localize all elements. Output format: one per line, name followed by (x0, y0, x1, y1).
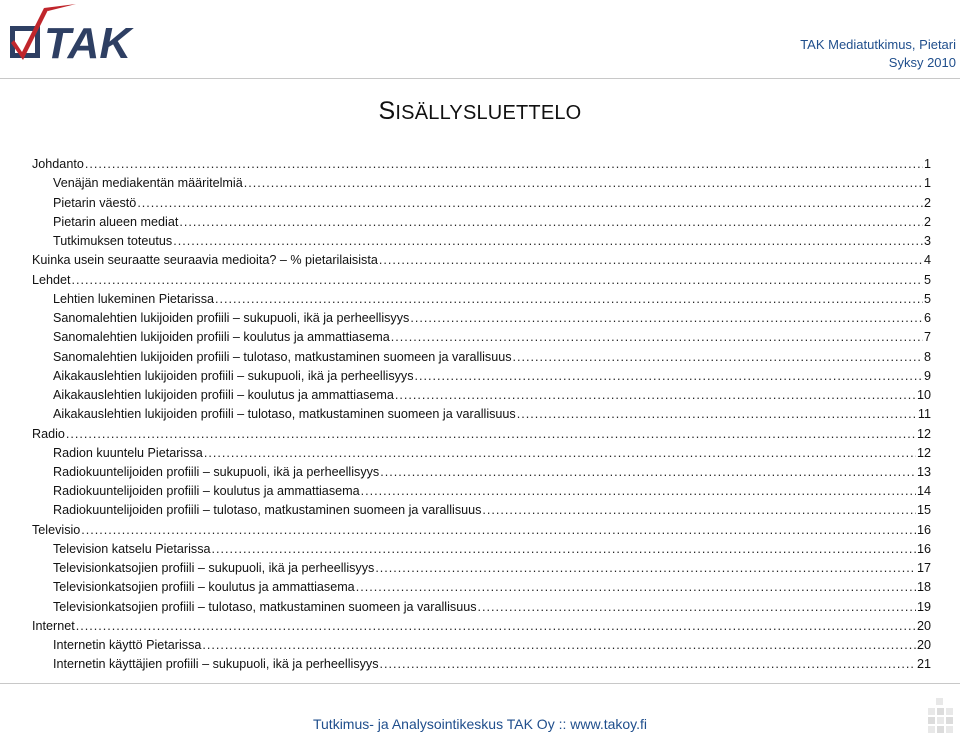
toc-entry[interactable] (32, 250, 931, 269)
toc-leader-dots (391, 329, 923, 346)
toc-leader-dots (379, 252, 923, 269)
toc-entry[interactable] (32, 519, 931, 538)
toc-leader-dots (85, 156, 923, 173)
toc-entry[interactable] (32, 173, 931, 192)
page-title (0, 97, 960, 126)
toc-leader-dots (375, 560, 916, 577)
toc-entry-label: Pietarin alueen mediat (53, 214, 179, 229)
toc-entry-page: 1 (923, 176, 931, 191)
toc-entry-page: 1 (923, 157, 931, 172)
toc-leader-dots (66, 426, 916, 443)
toc-entry[interactable] (32, 231, 931, 250)
toc-leader-dots (410, 310, 923, 327)
toc-leader-dots (356, 579, 916, 596)
toc-entry-page: 18 (916, 580, 931, 595)
toc-entry-label: Televisionkatsojien profiili – sukupuoli, ikä ja perheellisyys (53, 561, 375, 576)
toc-entry-label: Internet (32, 618, 75, 633)
toc-leader-dots (137, 195, 923, 212)
toc-entry[interactable] (32, 596, 931, 615)
toc-entry[interactable] (32, 500, 931, 519)
toc-entry-label: Pietarin väestö (53, 195, 137, 210)
toc-entry-page: 12 (916, 445, 931, 460)
header-company: TAK Mediatutkimus, Pietari (800, 37, 956, 52)
toc-entry-label: Lehtien lukeminen Pietarissa (53, 291, 215, 306)
toc-entry-page: 16 (916, 522, 931, 537)
toc-entry-label: Sanomalehtien lukijoiden profiili – tulotaso, matkustaminen suomeen ja varallisuus (53, 349, 512, 364)
toc-leader-dots (72, 272, 923, 289)
toc-entry[interactable] (32, 404, 931, 423)
toc-entry-page: 21 (916, 657, 931, 672)
toc-entry-page: 20 (916, 618, 931, 633)
toc-entry-page: 5 (923, 272, 931, 287)
toc-entry[interactable] (32, 289, 931, 308)
toc-entry-page: 2 (923, 195, 931, 210)
toc-entry[interactable] (32, 423, 931, 442)
toc-entry-label: Radiokuuntelijoiden profiili – tulotaso, matkustaminen suomeen ja varallisuus (53, 503, 482, 518)
toc-entry-page: 9 (923, 368, 931, 383)
toc-leader-dots (81, 522, 916, 539)
toc-entry-page: 6 (923, 311, 931, 326)
toc-leader-dots (244, 175, 923, 192)
toc-entry[interactable] (32, 462, 931, 481)
toc-entry-page: 17 (916, 561, 931, 576)
toc-entry-label: Televisionkatsojien profiili – koulutus ja ammattiasema (53, 580, 355, 595)
toc-entry[interactable] (32, 443, 931, 462)
toc-entry-label: Internetin käyttäjien profiili – sukupuoli, ikä ja perheellisyys (53, 657, 379, 672)
toc-entry-page: 3 (923, 234, 931, 249)
toc-entry[interactable] (32, 327, 931, 346)
logo-text: TAK (44, 19, 132, 66)
toc-entry-page: 2 (923, 214, 931, 229)
toc-entry-label: Lehdet (32, 272, 71, 287)
toc-leader-dots (380, 656, 916, 673)
table-of-contents (32, 154, 931, 673)
toc-entry-label: Kuinka usein seuraatte seuraavia medioita? – % pietarilaisista (32, 253, 378, 268)
toc-entry[interactable] (32, 366, 931, 385)
toc-entry[interactable] (32, 481, 931, 500)
toc-entry-page: 4 (923, 253, 931, 268)
toc-leader-dots (173, 233, 923, 250)
toc-entry-label: Sanomalehtien lukijoiden profiili – koulutus ja ammattiasema (53, 330, 390, 345)
toc-leader-dots (478, 599, 916, 616)
toc-entry[interactable] (32, 346, 931, 365)
toc-leader-dots (202, 637, 916, 654)
toc-entry-page: 5 (923, 291, 931, 306)
toc-entry-page: 16 (916, 541, 931, 556)
title-initial: S (378, 97, 396, 125)
toc-entry-label: Tutkimuksen toteutus (53, 234, 173, 249)
footer-divider (0, 683, 960, 684)
header-divider (0, 78, 960, 79)
toc-entry[interactable] (32, 192, 931, 211)
toc-entry-page: 11 (917, 407, 931, 422)
toc-entry[interactable] (32, 635, 931, 654)
toc-entry-label: Televisionkatsojien profiili – tulotaso, matkustaminen suomeen ja varallisuus (53, 599, 477, 614)
toc-entry[interactable] (32, 616, 931, 635)
toc-leader-dots (179, 214, 923, 231)
toc-leader-dots (517, 406, 917, 423)
toc-entry-label: Johdanto (32, 157, 84, 172)
toc-leader-dots (380, 464, 916, 481)
toc-entry-label: Television katselu Pietarissa (53, 541, 211, 556)
toc-entry-page: 12 (916, 426, 931, 441)
footer-text: Tutkimus- ja Analysointikeskus TAK Oy :: www.takoy.fi (312, 716, 648, 732)
corner-decoration-icon (926, 696, 954, 736)
toc-entry-label: Aikakauslehtien lukijoiden profiili – tulotaso, matkustaminen suomeen ja varallisuus (53, 407, 516, 422)
toc-entry-page: 13 (916, 464, 931, 479)
header-info (800, 36, 956, 72)
toc-entry-label: Aikakauslehtien lukijoiden profiili – koulutus ja ammattiasema (53, 388, 394, 403)
toc-leader-dots (395, 387, 916, 404)
title-rest: ISÄLLYSLUETTELO (395, 102, 582, 124)
header-period: Syksy 2010 (888, 55, 956, 70)
toc-entry[interactable] (32, 558, 931, 577)
toc-entry-page: 10 (916, 388, 931, 403)
toc-leader-dots (215, 291, 923, 308)
tak-logo (4, 4, 144, 66)
toc-entry[interactable] (32, 654, 931, 673)
toc-leader-dots (361, 483, 916, 500)
toc-entry-label: Aikakauslehtien lukijoiden profiili – sukupuoli, ikä ja perheellisyys (53, 368, 414, 383)
toc-entry[interactable] (32, 308, 931, 327)
toc-entry-page: 19 (916, 599, 931, 614)
toc-entry-label: Radion kuuntelu Pietarissa (53, 445, 203, 460)
toc-entry-page: 20 (916, 638, 931, 653)
toc-entry-label: Radio (32, 426, 65, 441)
toc-entry-page: 7 (923, 330, 931, 345)
toc-entry[interactable] (32, 154, 931, 173)
toc-entry[interactable] (32, 385, 931, 404)
toc-entry-page: 15 (916, 503, 931, 518)
toc-entry-page: 8 (923, 349, 931, 364)
toc-leader-dots (415, 368, 923, 385)
toc-leader-dots (212, 541, 916, 558)
toc-entry-page: 14 (916, 484, 931, 499)
toc-entry-label: Sanomalehtien lukijoiden profiili – sukupuoli, ikä ja perheellisyys (53, 311, 410, 326)
toc-entry-label: Radiokuuntelijoiden profiili – sukupuoli, ikä ja perheellisyys (53, 464, 380, 479)
toc-leader-dots (513, 349, 923, 366)
toc-leader-dots (76, 618, 916, 635)
toc-entry-label: Televisio (32, 522, 81, 537)
toc-entry-label: Internetin käyttö Pietarissa (53, 638, 202, 653)
toc-entry[interactable] (32, 269, 931, 288)
toc-entry-label: Radiokuuntelijoiden profiili – koulutus ja ammattiasema (53, 484, 360, 499)
toc-entry[interactable] (32, 577, 931, 596)
toc-entry-label: Venäjän mediakentän määritelmiä (53, 176, 243, 191)
toc-leader-dots (482, 502, 916, 519)
toc-entry[interactable] (32, 212, 931, 231)
toc-entry[interactable] (32, 539, 931, 558)
toc-leader-dots (204, 445, 916, 462)
